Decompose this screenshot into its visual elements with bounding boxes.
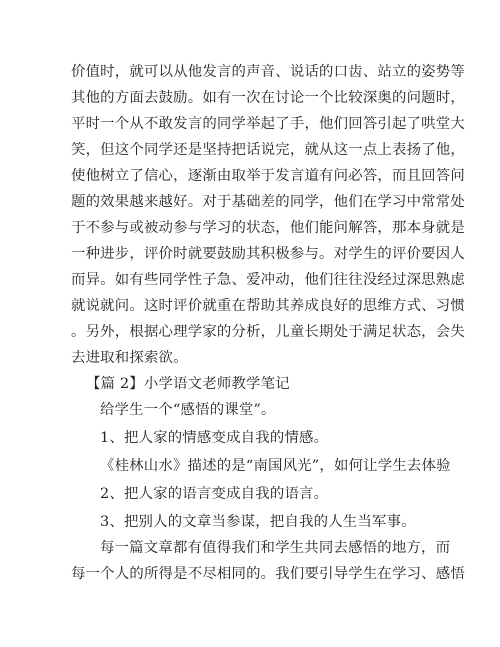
paragraph-line: 题的效果越来越好。对于基础差的同学，他们在学习中常常处 xyxy=(71,194,465,210)
paragraph-line: 于不参与或被动参与学习的状态，他们能问解答，那本身就是 xyxy=(71,220,465,236)
paragraph-line: 其他的方面去鼓励。如有一次在讨论一个比较深奥的问题时， xyxy=(71,90,465,106)
section-heading: 【篇 2】小学语文老师教学笔记 xyxy=(86,376,290,392)
point-1-example: 《桂林山水》描述的是“南国风光”，如何让学生去体验 xyxy=(100,458,451,474)
point-2: 2、把人家的语言变成自我的语言。 xyxy=(100,486,329,502)
paragraph-line: 使他树立了信心，逐渐由取举于发言道有问必答，而且回答问 xyxy=(71,168,465,184)
paragraph-line: 笑，但这个同学还是坚持把话说完，就从这一点上表扬了他， xyxy=(71,142,465,158)
paragraph-line: 每一个人的所得是不尽相同的。我们要引导学生在学习、感悟 xyxy=(71,566,465,582)
paragraph-line: 就说就问。这时评价就重在帮助其养成良好的思维方式、习惯 xyxy=(71,298,465,314)
paragraph-line: 价值时，就可以从他发言的声音、说话的口齿、站立的姿势等 xyxy=(71,64,465,80)
paragraph-line: 去进取和探索欲。 xyxy=(71,350,188,366)
paragraph-line: 一种进步，评价时就要鼓励其积极参与。对学生的评价要因人 xyxy=(71,246,465,262)
point-1: 1、把人家的情感变成自我的情感。 xyxy=(100,430,329,446)
intro-line: 给学生一个“感悟的课堂”。 xyxy=(100,402,276,418)
paragraph-line: 而异。如有些同学性子急、爱冲动，他们往往没经过深思熟虑 xyxy=(71,272,465,288)
point-3: 3、把别人的文章当参谋，把自我的人生当军事。 xyxy=(100,514,416,530)
paragraph-line: 。另外，根据心理学家的分析，儿童长期处于满足状态，会失 xyxy=(71,324,465,340)
paragraph-line: 每一篇文章都有值得我们和学生共同去感悟的地方，而 xyxy=(100,540,451,556)
paragraph-line: 平时一个从不敢发言的同学举起了手，他们回答引起了哄堂大 xyxy=(71,116,465,132)
